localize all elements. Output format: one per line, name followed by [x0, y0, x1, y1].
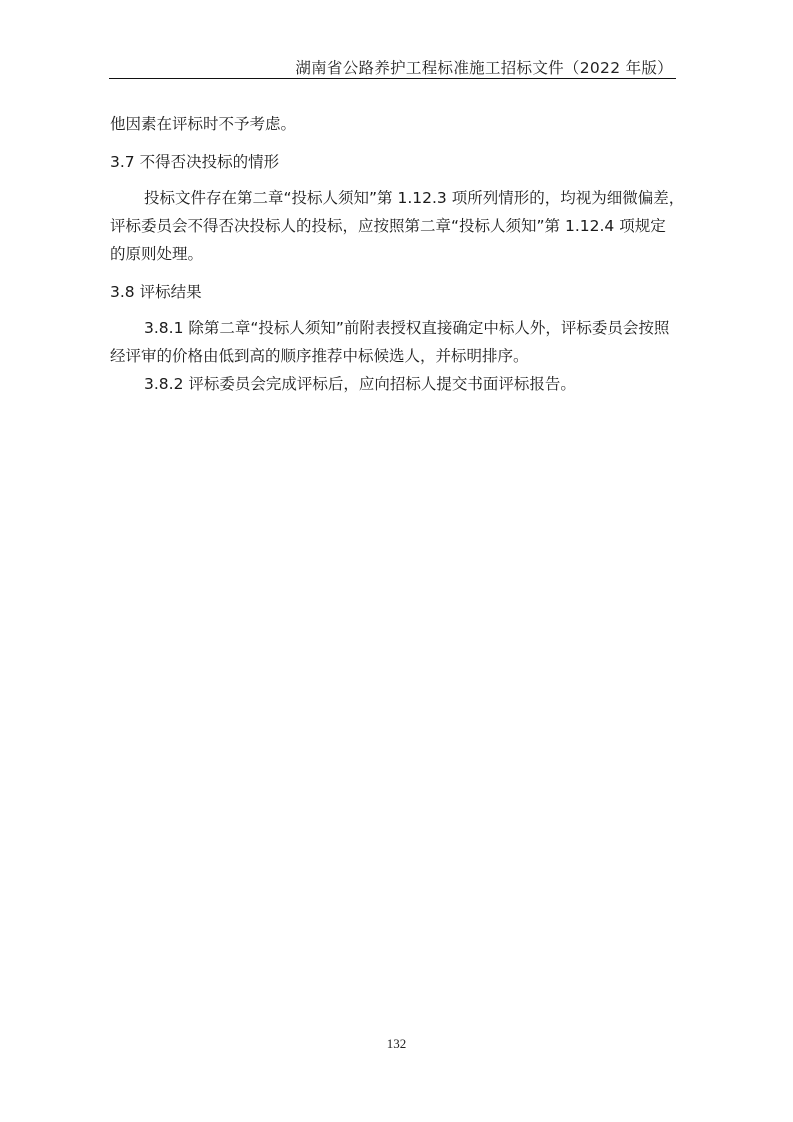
paragraph-line: 3.8.1 除第二章“投标人须知”前附表授权直接确定中标人外，评标委员会按照	[144, 319, 670, 337]
section-3-8-heading: 3.8 评标结果	[110, 283, 202, 301]
document-header-title: 湖南省公路养护工程标准施工招标文件（2022 年版）	[295, 59, 673, 77]
section-3-7-heading: 3.7 不得否决投标的情形	[110, 153, 280, 171]
paragraph-line: 3.8.2 评标委员会完成评标后，应向招标人提交书面评标报告。	[144, 375, 576, 393]
paragraph-line: 投标文件存在第二章“投标人须知”第 1.12.3 项所列情形的，均视为细微偏差，	[144, 189, 685, 207]
item-3-8-1	[110, 314, 690, 370]
paragraph-line: 的原则处理。	[110, 245, 204, 263]
section-3-7-paragraph	[110, 184, 690, 268]
header-divider	[109, 78, 676, 79]
paragraph-line: 经评审的价格由低到高的顺序推荐中标候选人，并标明排序。	[110, 347, 529, 365]
continuation-line: 他因素在评标时不予考虑。	[110, 115, 297, 133]
item-3-8-2	[110, 370, 690, 398]
paragraph-line: 评标委员会不得否决投标人的投标，应按照第二章“投标人须知”第 1.12.4 项规定	[110, 217, 666, 235]
page-number: 132	[386, 1036, 407, 1051]
page-body	[110, 110, 690, 398]
